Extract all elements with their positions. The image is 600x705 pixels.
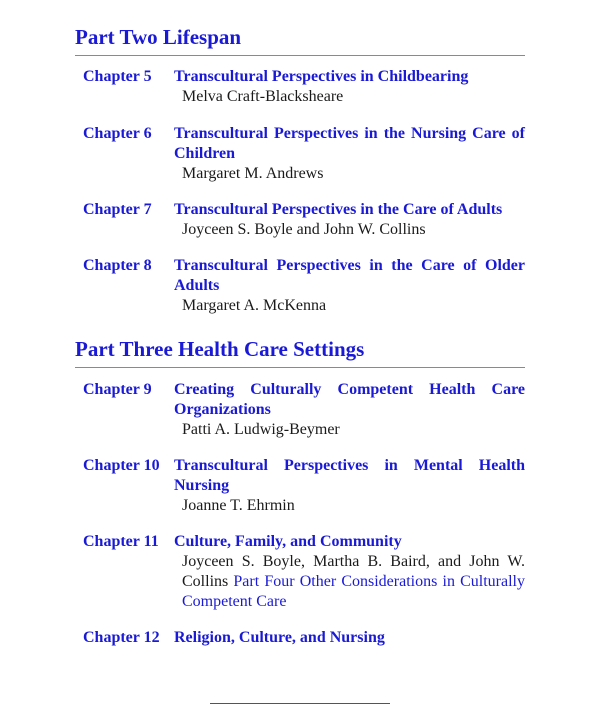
- chapter-author: Margaret A. McKenna: [182, 297, 327, 314]
- chapter-title-link[interactable]: Transcultural Perspectives in the Nursing Care of Children: [174, 125, 525, 162]
- chapter-author: Patti A. Ludwig-Beymer: [182, 421, 340, 438]
- part-three-divider: [75, 367, 525, 368]
- chapter-title-link[interactable]: Religion, Culture, and Nursing: [174, 629, 385, 646]
- chapter-title-link[interactable]: Culture, Family, and Community: [174, 533, 402, 550]
- chapter-title-link[interactable]: Transcultural Perspectives in Childbearing: [174, 68, 469, 85]
- chapter-author: Melva Craft-Blacksheare: [182, 88, 344, 105]
- chapter-number: Chapter 7: [83, 201, 152, 218]
- chapter-title-link[interactable]: Transcultural Perspectives in Mental Health Nursing: [174, 457, 525, 494]
- chapter-number: Chapter 6: [83, 125, 152, 142]
- chapter-number: Chapter 12: [83, 629, 160, 646]
- part-two-divider: [75, 55, 525, 56]
- chapter-number: Chapter 8: [83, 257, 152, 274]
- chapter-number: Chapter 11: [83, 533, 159, 550]
- chapter-number: Chapter 10: [83, 457, 160, 474]
- chapter-author: Joyceen S. Boyle and John W. Collins: [182, 221, 426, 238]
- chapter-title-link[interactable]: Transcultural Perspectives in the Care of Adults: [174, 201, 503, 218]
- chapter-number: Chapter 5: [83, 68, 152, 85]
- part-four-link[interactable]: Part Four Other Considerations in Culturally Competent Care: [182, 573, 526, 610]
- chapter-title-link[interactable]: Transcultural Perspectives in the Care of Older Adults: [174, 257, 525, 294]
- chapter-number: Chapter 9: [83, 381, 152, 398]
- author-names: Joyceen S. Boyle, Martha B. Baird, and John W. Collins: [182, 553, 525, 590]
- chapter-author: Joanne T. Ehrmin: [182, 497, 295, 514]
- chapter-title-link[interactable]: Creating Culturally Competent Health Care Organizations: [174, 381, 525, 418]
- footnote-divider: [210, 703, 390, 704]
- part-two-heading: Part Two Lifespan: [75, 25, 242, 49]
- chapter-author: [174, 552, 525, 612]
- part-three-heading: Part Three Health Care Settings: [75, 337, 365, 361]
- chapter-author: Margaret M. Andrews: [182, 165, 324, 182]
